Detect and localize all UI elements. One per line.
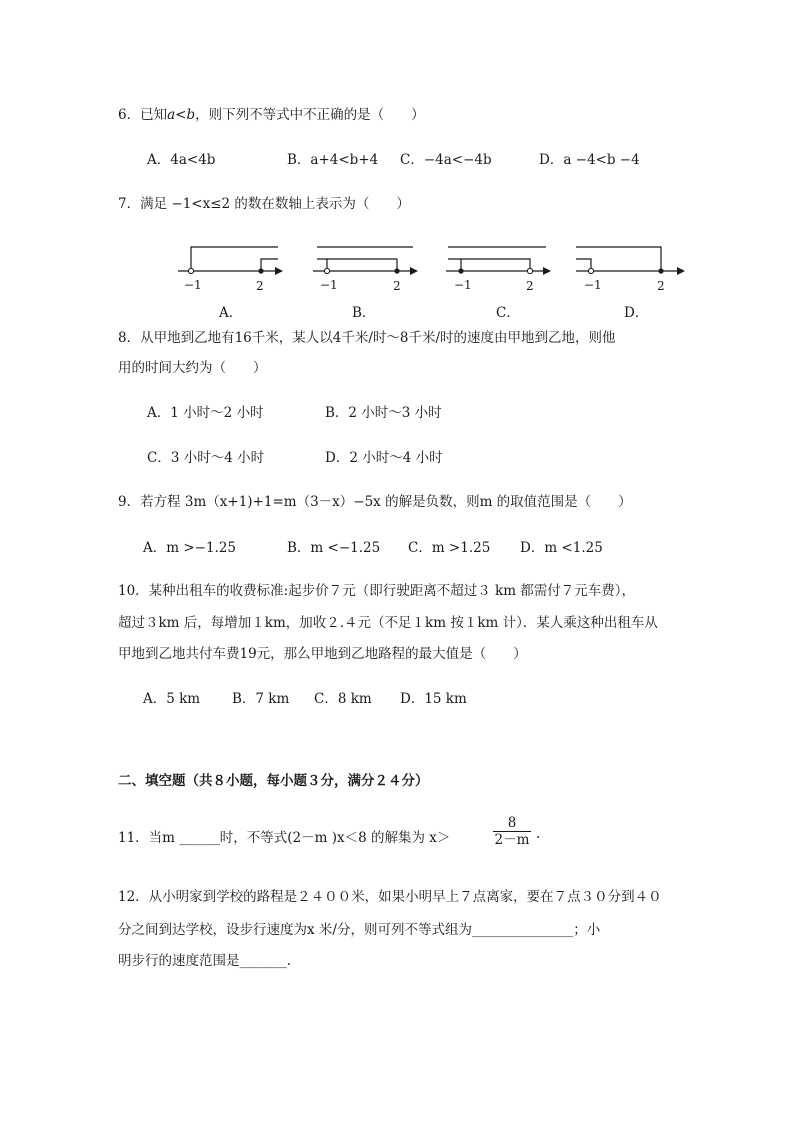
q9-option-c[interactable]: C．m >1.25 [408, 540, 491, 556]
q6-stem: 6．已知a<b，则下列不等式中不正确的是（ ） [118, 107, 425, 123]
number-line-c [446, 247, 551, 293]
q12-stem-line3: 明步行的速度范围是_______. [118, 953, 292, 969]
svg-text:−1: −1 [454, 278, 472, 292]
svg-text:−1: −1 [184, 278, 202, 292]
q12-stem-line2: 分之间到达学校，设步行速度为x 米/分，则可列不等式组为_______________；小 [118, 922, 601, 938]
q6-option-c[interactable]: C．−4a<−4b [400, 152, 492, 168]
q9-option-b[interactable]: B．m <−1.25 [287, 540, 381, 556]
q12-stem-line1: 12．从小明家到学校的路程是２４００米，如果小明早上７点离家，要在７点３０分到４０ [118, 889, 662, 905]
q7-stem: 7．满足 −1<x≤2 的数在数轴上表示为（ ） [118, 196, 410, 212]
q11-fraction-denominator: 2－m [494, 832, 530, 848]
q7-option-b[interactable]: B． [352, 305, 376, 321]
svg-text:−1: −1 [320, 278, 338, 292]
q7-number-lines [0, 240, 794, 320]
q11-fraction [493, 815, 531, 848]
q11-period: . [536, 826, 541, 842]
q7-option-c[interactable]: C． [496, 305, 520, 321]
q10-stem-line3: 甲地到乙地共付车费19元，那么甲地到乙地路程的最大值是（ ） [118, 646, 527, 662]
q9-option-a[interactable]: A．m >−1.25 [143, 540, 237, 556]
q10-stem-line1: 10．某种出租车的收费标准:起步价７元（即行驶距离不超过３ km 都需付７元车费）， [118, 583, 636, 599]
q10-option-c[interactable]: C．8 km [314, 691, 372, 707]
q8-option-a[interactable]: A．1 小时～2 小时 [147, 405, 264, 421]
q9-option-d[interactable]: D．m <1.25 [520, 540, 603, 556]
q10-option-b[interactable]: B．7 km [232, 691, 290, 707]
svg-text:−1: −1 [584, 278, 602, 292]
q9-stem: 9．若方程 3m（x+1)+1=m（3－x）−5x 的解是负数，则m 的取值范围是（ ） [118, 494, 632, 510]
q6-option-b[interactable]: B．a+4<b+4 [287, 152, 379, 168]
q6-option-d[interactable]: D．a −4<b −4 [539, 152, 640, 168]
svg-text:2: 2 [256, 279, 264, 293]
q8-option-c[interactable]: C．3 小时～4 小时 [147, 450, 265, 466]
q8-option-d[interactable]: D．2 小时～4 小时 [325, 450, 443, 466]
q6-option-a[interactable]: A．4a<4b [147, 152, 216, 168]
svg-text:2: 2 [526, 279, 534, 293]
q11-fraction-numerator: 8 [507, 815, 517, 831]
q10-option-a[interactable]: A．5 km [143, 691, 201, 707]
section-heading: 二、填空题（共８小题，每小题３分，满分２４分） [118, 773, 429, 789]
q10-option-d[interactable]: D．15 km [400, 691, 467, 707]
number-line-b [313, 247, 418, 293]
svg-text:2: 2 [393, 279, 401, 293]
q8-option-b[interactable]: B．2 小时～3 小时 [325, 405, 442, 421]
q11-stem: 11．当m ______时，不等式(2－m )x＜8 的解集为 x＞ [118, 830, 451, 846]
q8-stem-line1: 8．从甲地到乙地有16千米，某人以4千米/时～8千米/时的速度由甲地到乙地，则他 [118, 330, 616, 346]
q10-stem-line2: 超过３km 后，每增加１km，加收２.４元（不足１km 按１km 计）．某人乘这种出租车从 [118, 615, 658, 631]
q7-option-d[interactable]: D． [624, 305, 649, 321]
q7-option-a[interactable]: A． [219, 305, 243, 321]
number-line-d [576, 247, 685, 293]
svg-text:2: 2 [657, 279, 665, 293]
q8-stem-line2: 用的时间大约为（ ） [118, 360, 267, 376]
number-line-a [178, 247, 283, 293]
